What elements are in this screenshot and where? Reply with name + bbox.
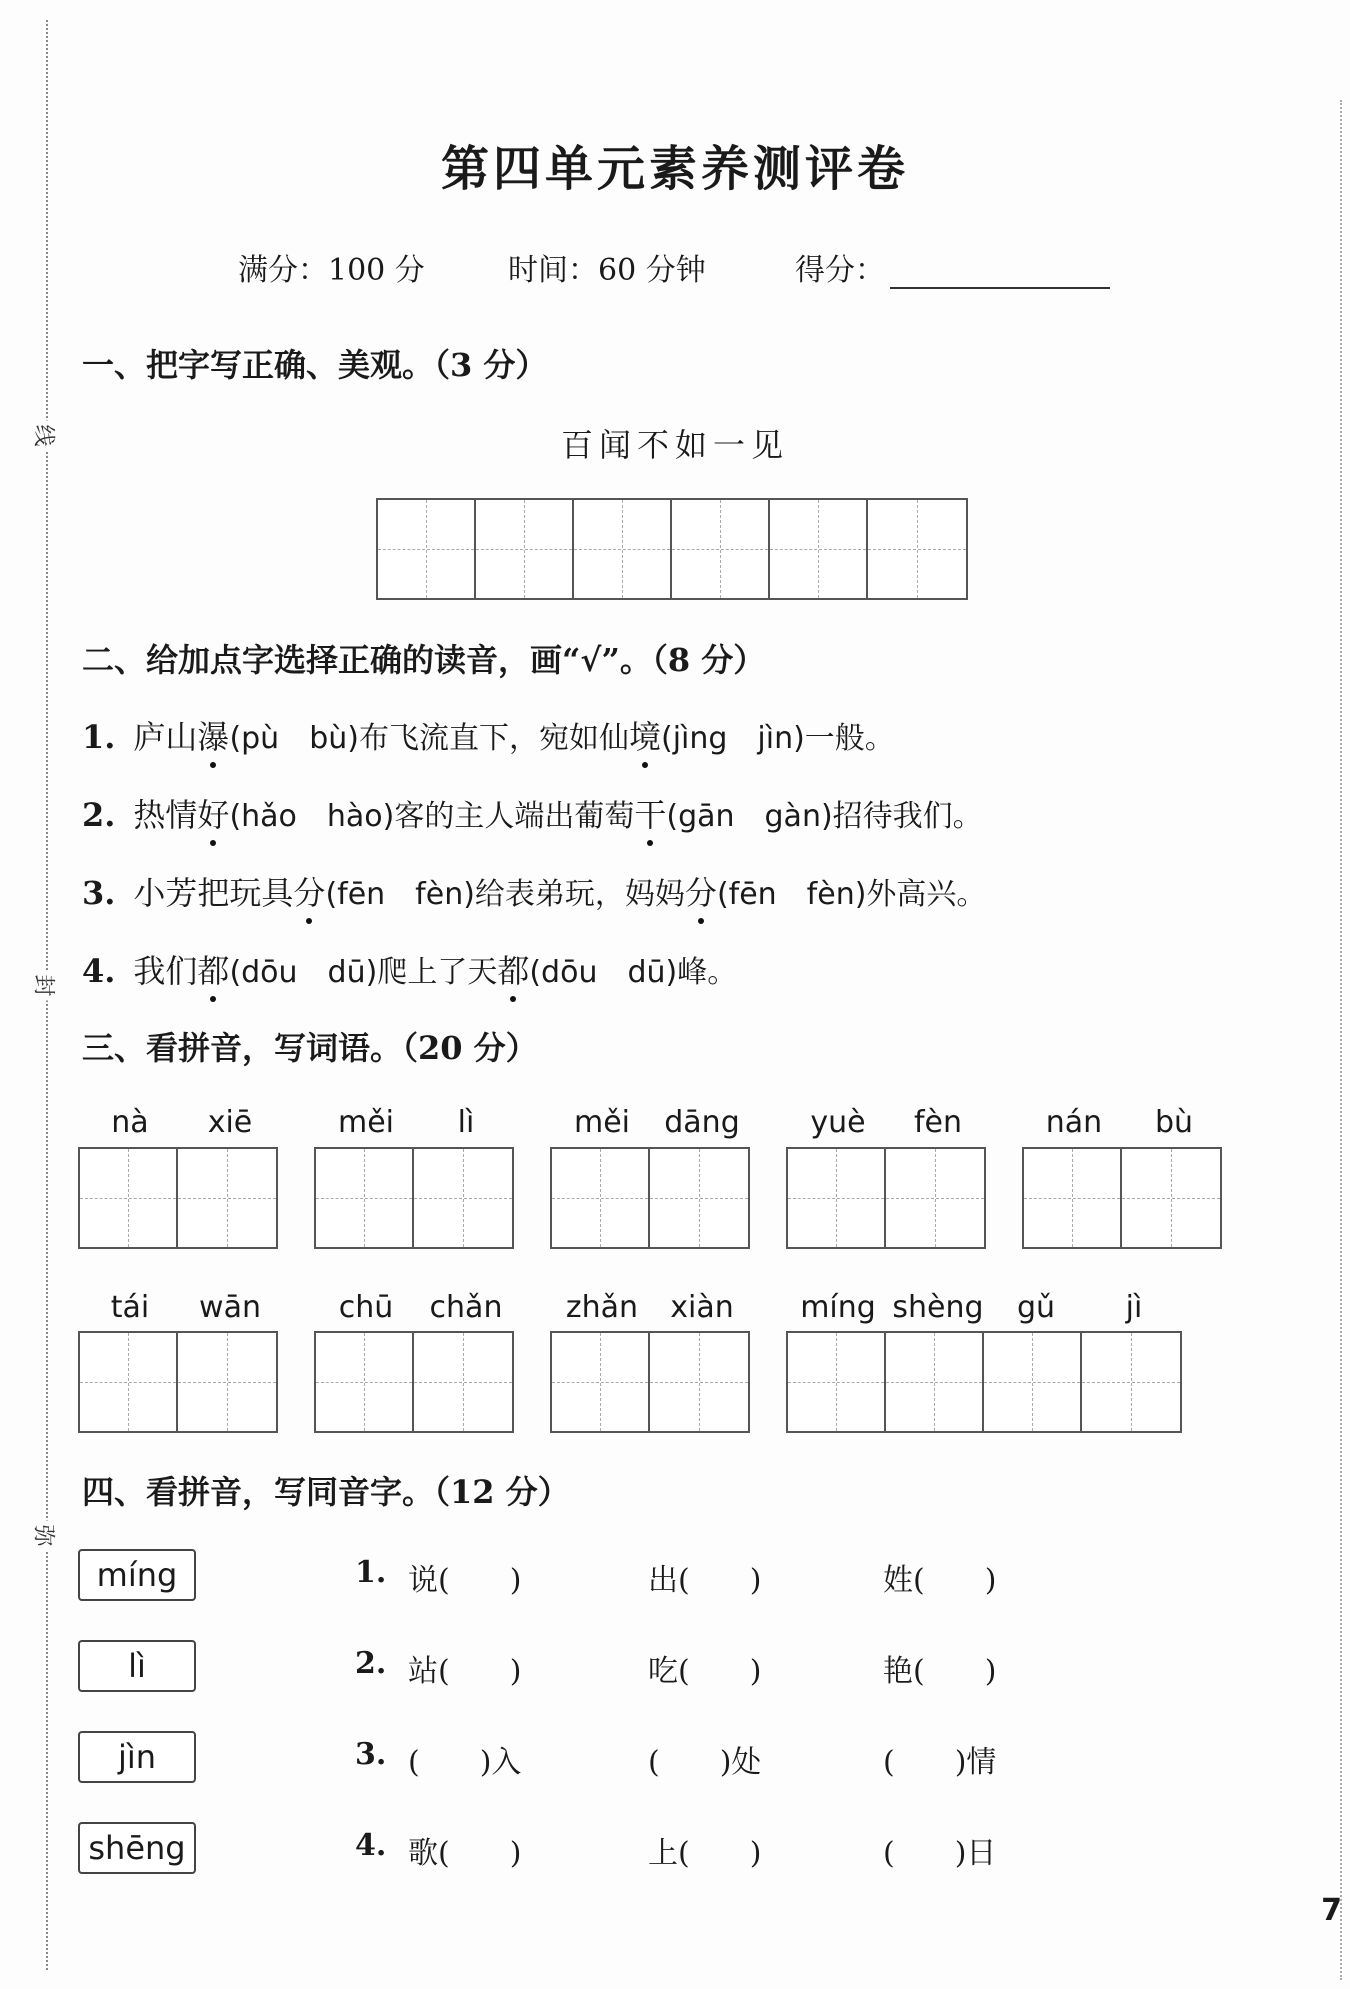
pinyin-label: zhǎn [565, 1290, 639, 1325]
pinyin-label: shèng [892, 1290, 984, 1325]
pinyin-label: jì [1125, 1290, 1143, 1325]
grid-cell[interactable] [1122, 1149, 1220, 1247]
grid-cell[interactable] [1024, 1149, 1122, 1247]
homophone-blank[interactable]: ( )情 [883, 1745, 997, 1780]
dotted-char: 都 [197, 952, 230, 990]
dotted-char: 瀑 [197, 718, 230, 756]
pinyin-label: tái [110, 1290, 150, 1325]
writing-grid-word[interactable] [786, 1147, 986, 1249]
grid-cell[interactable] [476, 500, 574, 598]
pinyin-label: chū [338, 1290, 394, 1325]
grid-cell[interactable] [80, 1333, 178, 1431]
grid-cell[interactable] [378, 500, 476, 598]
writing-grid-idiom[interactable] [376, 498, 968, 600]
pinyin-label: fèn [913, 1105, 963, 1140]
pinyin-box: jìn [78, 1731, 196, 1783]
pinyin-label: xiàn [670, 1290, 734, 1325]
dotted-char: 好 [197, 796, 230, 834]
grid-cell[interactable] [552, 1149, 650, 1247]
grid-cell[interactable] [650, 1333, 748, 1431]
homophone-blank[interactable]: ( )处 [648, 1745, 762, 1780]
writing-grid-word[interactable] [1022, 1147, 1222, 1249]
pinyin-label: nà [111, 1105, 149, 1140]
pinyin-box: lì [78, 1640, 196, 1692]
pinyin-label: míng [800, 1290, 876, 1325]
dotted-char: 分 [293, 874, 326, 912]
pinyin-label: lì [457, 1105, 475, 1140]
dotted-char: 都 [497, 952, 530, 990]
page-title: 第四单元素养测评卷 [440, 141, 909, 197]
pinyin-label: gǔ [1016, 1290, 1056, 1325]
dotted-char: 境 [628, 718, 661, 756]
pinyin-label: yuè [810, 1105, 866, 1140]
homophone-blank[interactable]: 出( ) [648, 1563, 762, 1598]
grid-cell[interactable] [80, 1149, 178, 1247]
pinyin-label: měi [573, 1105, 630, 1140]
grid-cell[interactable] [886, 1333, 984, 1431]
grid-cell[interactable] [574, 500, 672, 598]
grid-cell[interactable] [414, 1149, 512, 1247]
idiom-text: 百闻不如一见 [560, 426, 789, 464]
question-2-4: 4. 我们都(dōu dū)爬上了天都(dōu dū)峰。 [82, 952, 738, 990]
pinyin-label: bù [1154, 1105, 1194, 1140]
homophone-blank[interactable]: 说( ) [408, 1563, 522, 1598]
section-4-heading: 四、看拼音，写同音字。（12 分） [82, 1473, 570, 1511]
writing-grid-word[interactable] [78, 1331, 278, 1433]
writing-grid-word[interactable] [78, 1147, 278, 1249]
grid-cell[interactable] [316, 1149, 414, 1247]
writing-grid-word[interactable] [314, 1147, 514, 1249]
pinyin-box: shēng [78, 1822, 196, 1874]
score-blank[interactable] [890, 287, 1110, 289]
grid-cell[interactable] [552, 1333, 650, 1431]
margin-label-top: 线 [30, 421, 61, 451]
writing-grid-word[interactable] [550, 1331, 750, 1433]
section-1-heading: 一、把字写正确、美观。（3 分） [82, 346, 548, 384]
grid-cell[interactable] [178, 1149, 276, 1247]
grid-cell[interactable] [650, 1149, 748, 1247]
grid-cell[interactable] [788, 1333, 886, 1431]
dotted-char: 分 [684, 874, 717, 912]
pinyin-box: míng [78, 1549, 196, 1601]
page-number: 7 [1321, 1893, 1342, 1928]
question-2-1: 1. 庐山瀑(pù bù)布飞流直下，宛如仙境(jìng jìn)一般。 [82, 718, 895, 756]
margin-label-bottom: 弥 [30, 1521, 61, 1551]
homophone-blank[interactable]: ( )日 [883, 1836, 997, 1871]
section-2-heading: 二、给加点字选择正确的读音，画“√”。（8 分） [82, 641, 766, 679]
pinyin-label: chǎn [429, 1290, 503, 1325]
score-label: 得分： [795, 253, 885, 288]
writing-grid-word[interactable] [314, 1331, 514, 1433]
pinyin-label: dāng [664, 1105, 740, 1140]
question-2-2: 2. 热情好(hǎo hào)客的主人端出葡萄干(gān gàn)招待我们。 [82, 796, 983, 834]
homophone-blank[interactable]: 上( ) [648, 1836, 762, 1871]
question-2-3: 3. 小芳把玩具分(fēn fèn)给表弟玩，妈妈分(fēn fèn)外高兴。 [82, 874, 987, 912]
grid-cell[interactable] [672, 500, 770, 598]
grid-cell[interactable] [770, 500, 868, 598]
margin-label-mid: 封 [30, 971, 61, 1001]
grid-cell[interactable] [886, 1149, 984, 1247]
pinyin-label: xiē [207, 1105, 253, 1140]
writing-grid-idiom4[interactable] [786, 1331, 1182, 1433]
question-number: 4. [355, 1828, 387, 1863]
grid-cell[interactable] [868, 500, 966, 598]
question-number: 1. [355, 1555, 387, 1590]
homophone-blank[interactable]: 站( ) [408, 1654, 522, 1689]
question-number: 3. [355, 1737, 387, 1772]
writing-grid-word[interactable] [550, 1147, 750, 1249]
homophone-blank[interactable]: 艳( ) [883, 1654, 997, 1689]
grid-cell[interactable] [984, 1333, 1082, 1431]
full-score: 满分：100 分 [238, 253, 425, 288]
pinyin-label: wān [199, 1290, 261, 1325]
grid-cell[interactable] [316, 1333, 414, 1431]
grid-cell[interactable] [1082, 1333, 1180, 1431]
time-limit: 时间：60 分钟 [508, 253, 706, 288]
grid-cell[interactable] [178, 1333, 276, 1431]
grid-cell[interactable] [414, 1333, 512, 1431]
dotted-char: 干 [634, 796, 667, 834]
section-3-heading: 三、看拼音，写词语。（20 分） [82, 1029, 538, 1067]
pinyin-label: měi [337, 1105, 394, 1140]
homophone-blank[interactable]: 吃( ) [648, 1654, 762, 1689]
homophone-blank[interactable]: 姓( ) [883, 1563, 997, 1598]
question-number: 2. [355, 1646, 387, 1681]
page-edge [1340, 100, 1342, 1980]
homophone-blank[interactable]: ( )入 [408, 1745, 522, 1780]
grid-cell[interactable] [788, 1149, 886, 1247]
pinyin-label: nán [1045, 1105, 1103, 1140]
homophone-blank[interactable]: 歌( ) [408, 1836, 522, 1871]
